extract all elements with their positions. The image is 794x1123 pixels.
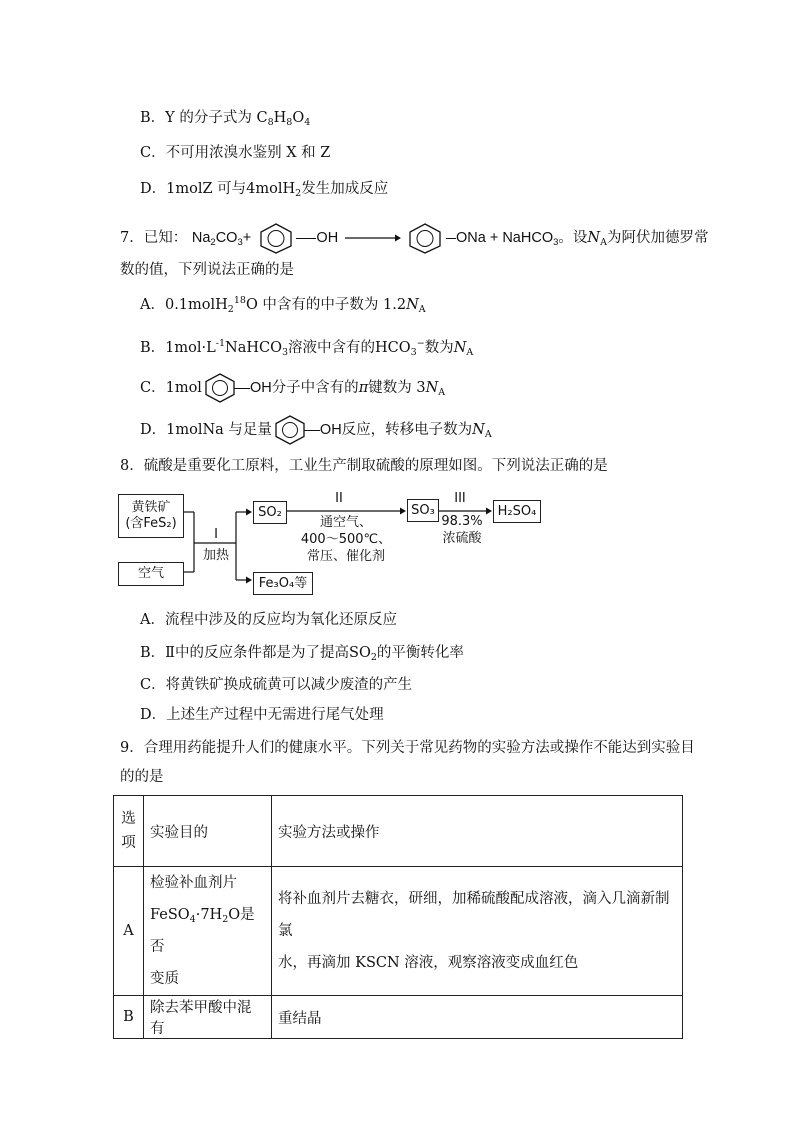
formula-part: H bbox=[273, 110, 287, 126]
q8-option-d: D．上述生产过程中无需进行尾气处理 bbox=[140, 707, 384, 723]
q6-option-d: D．1molZ 可与4molH$_2$发生加成反应 bbox=[140, 181, 389, 199]
row-b-method: 重结晶 bbox=[272, 996, 683, 1039]
q7-option-d: D．1molNa 与足量 OH反应，转移电子数为$N_A$ bbox=[140, 414, 492, 446]
formula-part: C bbox=[256, 110, 268, 126]
q7-option-a: A．0.1molH$_2^{18}$O 中含有的中子数为 $1.2N_A$ bbox=[140, 295, 426, 315]
q7-option-c: C．1mol OH分子中含有的π键数为 $3N_A$ bbox=[140, 372, 445, 404]
air-box: 空气 bbox=[118, 562, 184, 586]
step-1-condition: 加热 bbox=[202, 548, 229, 563]
h2so4-box: H₂SO₄ bbox=[493, 500, 541, 523]
step-2-condition-2: 400～500℃、 bbox=[300, 532, 392, 547]
q9-stem-line1: 9．合理用药能提升人们的健康水平。下列关于常见药物的实验方法或操作不能达到实验目 bbox=[120, 740, 695, 756]
formula-part: O bbox=[292, 110, 305, 126]
row-a-option: A bbox=[114, 867, 144, 996]
q9-table bbox=[113, 795, 683, 1039]
q7-stem-line2: 数的值，下列说法正确的是 bbox=[120, 262, 294, 278]
so2-box: SO₂ bbox=[253, 501, 287, 524]
step-2-label: II bbox=[335, 491, 343, 506]
table-row bbox=[114, 867, 683, 996]
step-3-condition-1: 98.3% bbox=[441, 514, 483, 529]
row-b-option: B bbox=[114, 996, 144, 1039]
header-goal: 实验目的 bbox=[144, 796, 272, 867]
header-method: 实验方法或操作 bbox=[272, 796, 683, 867]
q9-stem-line2: 的的是 bbox=[120, 769, 164, 785]
q8-stem: 8．硫酸是重要化工原料，工业生产制取硫酸的原理如图。下列说法正确的是 bbox=[120, 458, 608, 474]
table-header-row bbox=[114, 796, 683, 867]
row-a-goal: 检验补血剂片 $FeSO_4\cdot 7H_2O$是否 变质 bbox=[144, 867, 272, 996]
q7-stem: 7．已知： $Na_2CO_3+$ OH ONa + NaHCO$_3$。设$N_A$为阿伏加德罗常 bbox=[120, 222, 708, 244]
formula-part: 4 bbox=[304, 117, 311, 128]
q8-option-a: A．流程中涉及的反应均为氧化还原反应 bbox=[140, 612, 397, 628]
step-3-condition-2: 浓硫酸 bbox=[442, 531, 482, 546]
step-2-condition-3: 常压、催化剂 bbox=[306, 549, 385, 564]
row-a-method: 将补血剂片去糖衣，研细，加稀硫酸配成溶液，滴入几滴新制氯 水，再滴加 KSCN 溶液，观察溶液变成血红色 bbox=[272, 867, 683, 996]
so3-box: SO₃ bbox=[407, 499, 439, 522]
table-row bbox=[114, 996, 683, 1039]
formula-part: 8 bbox=[267, 117, 274, 128]
q8-option-b: B．Ⅱ中的反应条件都是为了提高$SO_2$的平衡转化率 bbox=[140, 645, 464, 663]
formula-part: 8 bbox=[286, 117, 293, 128]
row-b-goal: 除去苯甲酸中混有 bbox=[144, 996, 272, 1039]
q6-option-c: C．不可用浓溴水鉴别 X 和 Z bbox=[140, 145, 331, 161]
fe3o4-box: Fe₃O₄等 bbox=[253, 572, 313, 595]
q6-option-b: B．Y 的分子式为 $C_8H_8O_4$ bbox=[140, 110, 311, 128]
step-1-label: I bbox=[214, 527, 218, 542]
pyrite-box: 黄铁矿 (含FeS₂) bbox=[118, 494, 184, 538]
step-2-condition-1: 通空气、 bbox=[319, 515, 372, 530]
q7-option-b: B．$1mol\cdot L^{-1}NaHCO_3$溶液中含有的$HCO_3^-$数为$N_A$ bbox=[140, 338, 474, 358]
step-3-label: III bbox=[454, 491, 466, 506]
header-option: 选 项 bbox=[114, 796, 144, 867]
q8-option-c: C．将黄铁矿换成硫黄可以减少废渣的产生 bbox=[140, 677, 413, 693]
